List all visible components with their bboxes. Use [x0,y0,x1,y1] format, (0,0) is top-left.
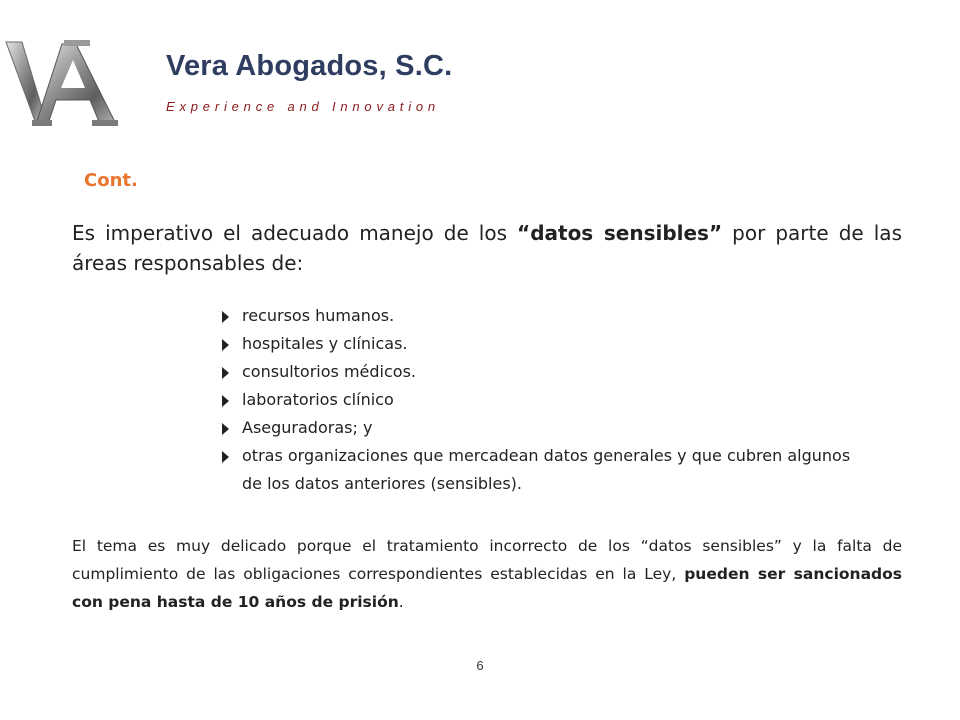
logo-text: VA [4,38,6,39]
closing-end: . [398,593,404,611]
slide-heading: Cont. [84,170,138,191]
intro-text-after: por parte de las áreas responsables de: [72,221,902,275]
list-item-text: Aseguradoras; y [242,418,373,437]
intro-paragraph [72,218,902,278]
list-item [220,330,860,358]
arrow-bullet-icon [222,339,229,351]
bullet-list [220,302,860,498]
list-item-text: otras organizaciones que mercadean datos generales y que cubren algunos de los datos anteriores (sensibles). [242,446,851,493]
closing-bold-text: pueden ser sancionados con pena hasta de 10 años de prisión [72,565,902,611]
list-item-text: laboratorios clínico [242,390,394,409]
arrow-bullet-icon [222,395,229,407]
intro-bold-term: “datos sensibles” [517,221,723,245]
company-tagline: Experience and Innovation [166,99,440,114]
arrow-bullet-icon [222,311,229,323]
page-number: 6 [476,658,484,673]
list-item [220,386,860,414]
list-item-text: hospitales y clínicas. [242,334,408,353]
list-item-text: consultorios médicos. [242,362,416,381]
list-item [220,414,860,442]
list-item-text: recursos humanos. [242,306,395,325]
company-logo [4,38,124,130]
intro-text-before: Es imperativo el adecuado manejo de los [72,221,518,245]
list-item [220,302,860,330]
closing-text: El tema es muy delicado porque el tratamiento incorrecto de los “datos sensibles” y la falta de cumplimiento de las obligaciones correspondientes establecidas en la Ley, [72,537,902,583]
list-item [220,442,860,498]
arrow-bullet-icon [222,423,229,435]
closing-paragraph [72,532,902,616]
arrow-bullet-icon [222,367,229,379]
list-item [220,358,860,386]
arrow-bullet-icon [222,451,229,463]
company-name: Vera Abogados, S.C. [166,50,453,82]
